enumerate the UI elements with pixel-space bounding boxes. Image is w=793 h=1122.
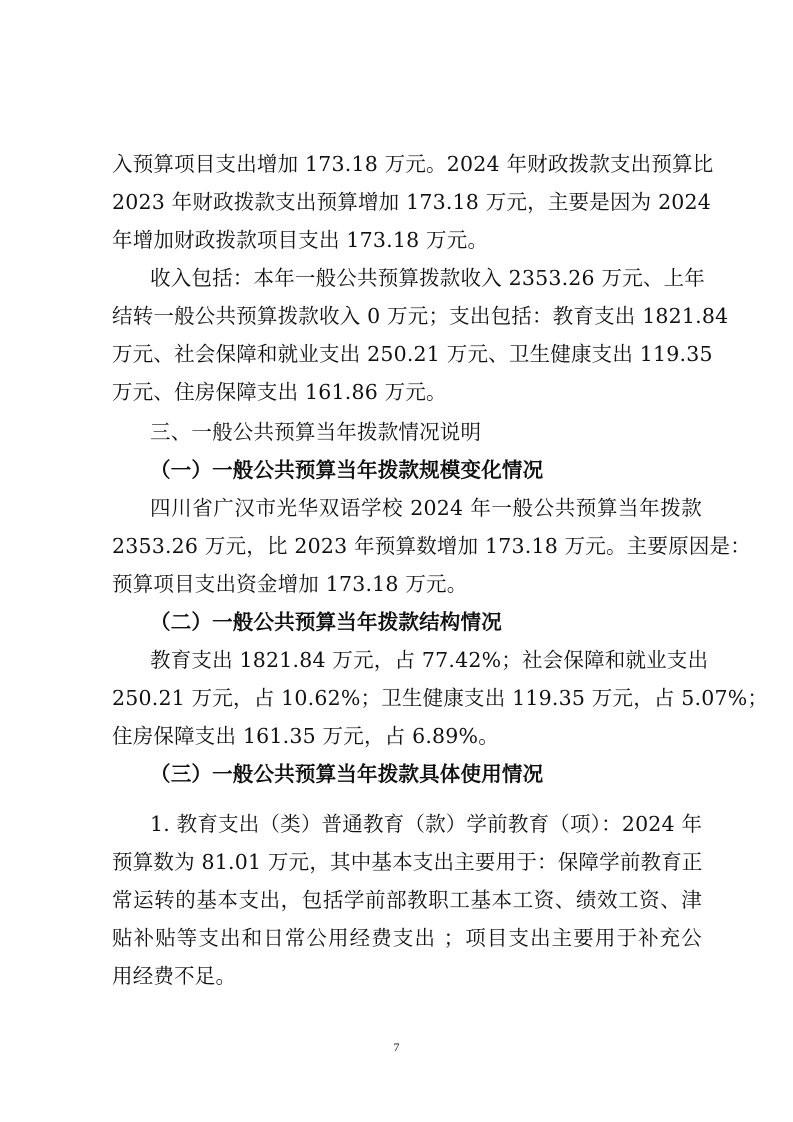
paragraph-1-line-2: 2023 年财政拨款支出预算增加 173.18 万元，主要是因为 2024 [112,190,712,214]
paragraph-2-line-1: 收入包括：本年一般公共预算拨款收入 2353.26 万元、上年 [150,266,706,290]
subsection-1-line-1: 四川省广汉市光华双语学校 2024 年一般公共预算当年拨款 [150,496,702,520]
subsection-3-line-4: 贴补贴等支出和日常公用经费支出 ；项目支出主要用于补充公 [112,926,702,950]
page-number: 7 [393,1040,400,1054]
paragraph-1-line-3: 年增加财政拨款项目支出 173.18 万元。 [112,228,489,252]
subsection-2-line-1: 教育支出 1821.84 万元，占 77.42%；社会保障和就业支出 [150,648,709,672]
paragraph-2-line-3: 万元、社会保障和就业支出 250.21 万元、卫生健康支出 119.35 [112,342,713,366]
subsection-3-line-5: 用经费不足。 [112,964,237,988]
section-3-title: 三、一般公共预算当年拨款情况说明 [150,420,482,444]
paragraph-1-line-1: 入预算项目支出增加 173.18 万元。2024 年财政拨款支出预算比 [112,152,714,176]
paragraph-2-line-2: 结转一般公共预算拨款收入 0 万元；支出包括：教育支出 1821.84 [112,304,729,328]
subsection-3-line-3: 常运转的基本支出，包括学前部教职工基本工资、绩效工资、津 [112,888,702,912]
subsection-3-line-1: 1. 教育支出（类）普通教育（款）学前教育（项）：2024 年 [150,812,703,836]
subsection-1-line-3: 预算项目支出资金增加 173.18 万元。 [112,572,468,596]
subsection-1-line-2: 2353.26 万元，比 2023 年预算数增加 173.18 万元。主要原因是： [112,534,751,558]
subsection-2-title: （二）一般公共预算当年拨款结构情况 [150,610,502,634]
paragraph-2-line-4: 万元、住房保障支出 161.86 万元。 [112,380,447,404]
subsection-2-line-3: 住房保障支出 161.35 万元，占 6.89%。 [112,724,499,748]
subsection-3-title: （三）一般公共预算当年拨款具体使用情况 [150,762,544,786]
subsection-1-title: （一）一般公共预算当年拨款规模变化情况 [150,458,544,482]
subsection-2-line-2: 250.21 万元，占 10.62%；卫生健康支出 119.35 万元，占 5.07%； [112,686,769,710]
subsection-3-line-2: 预算数为 81.01 万元，其中基本支出主要用于：保障学前教育正 [112,850,703,874]
